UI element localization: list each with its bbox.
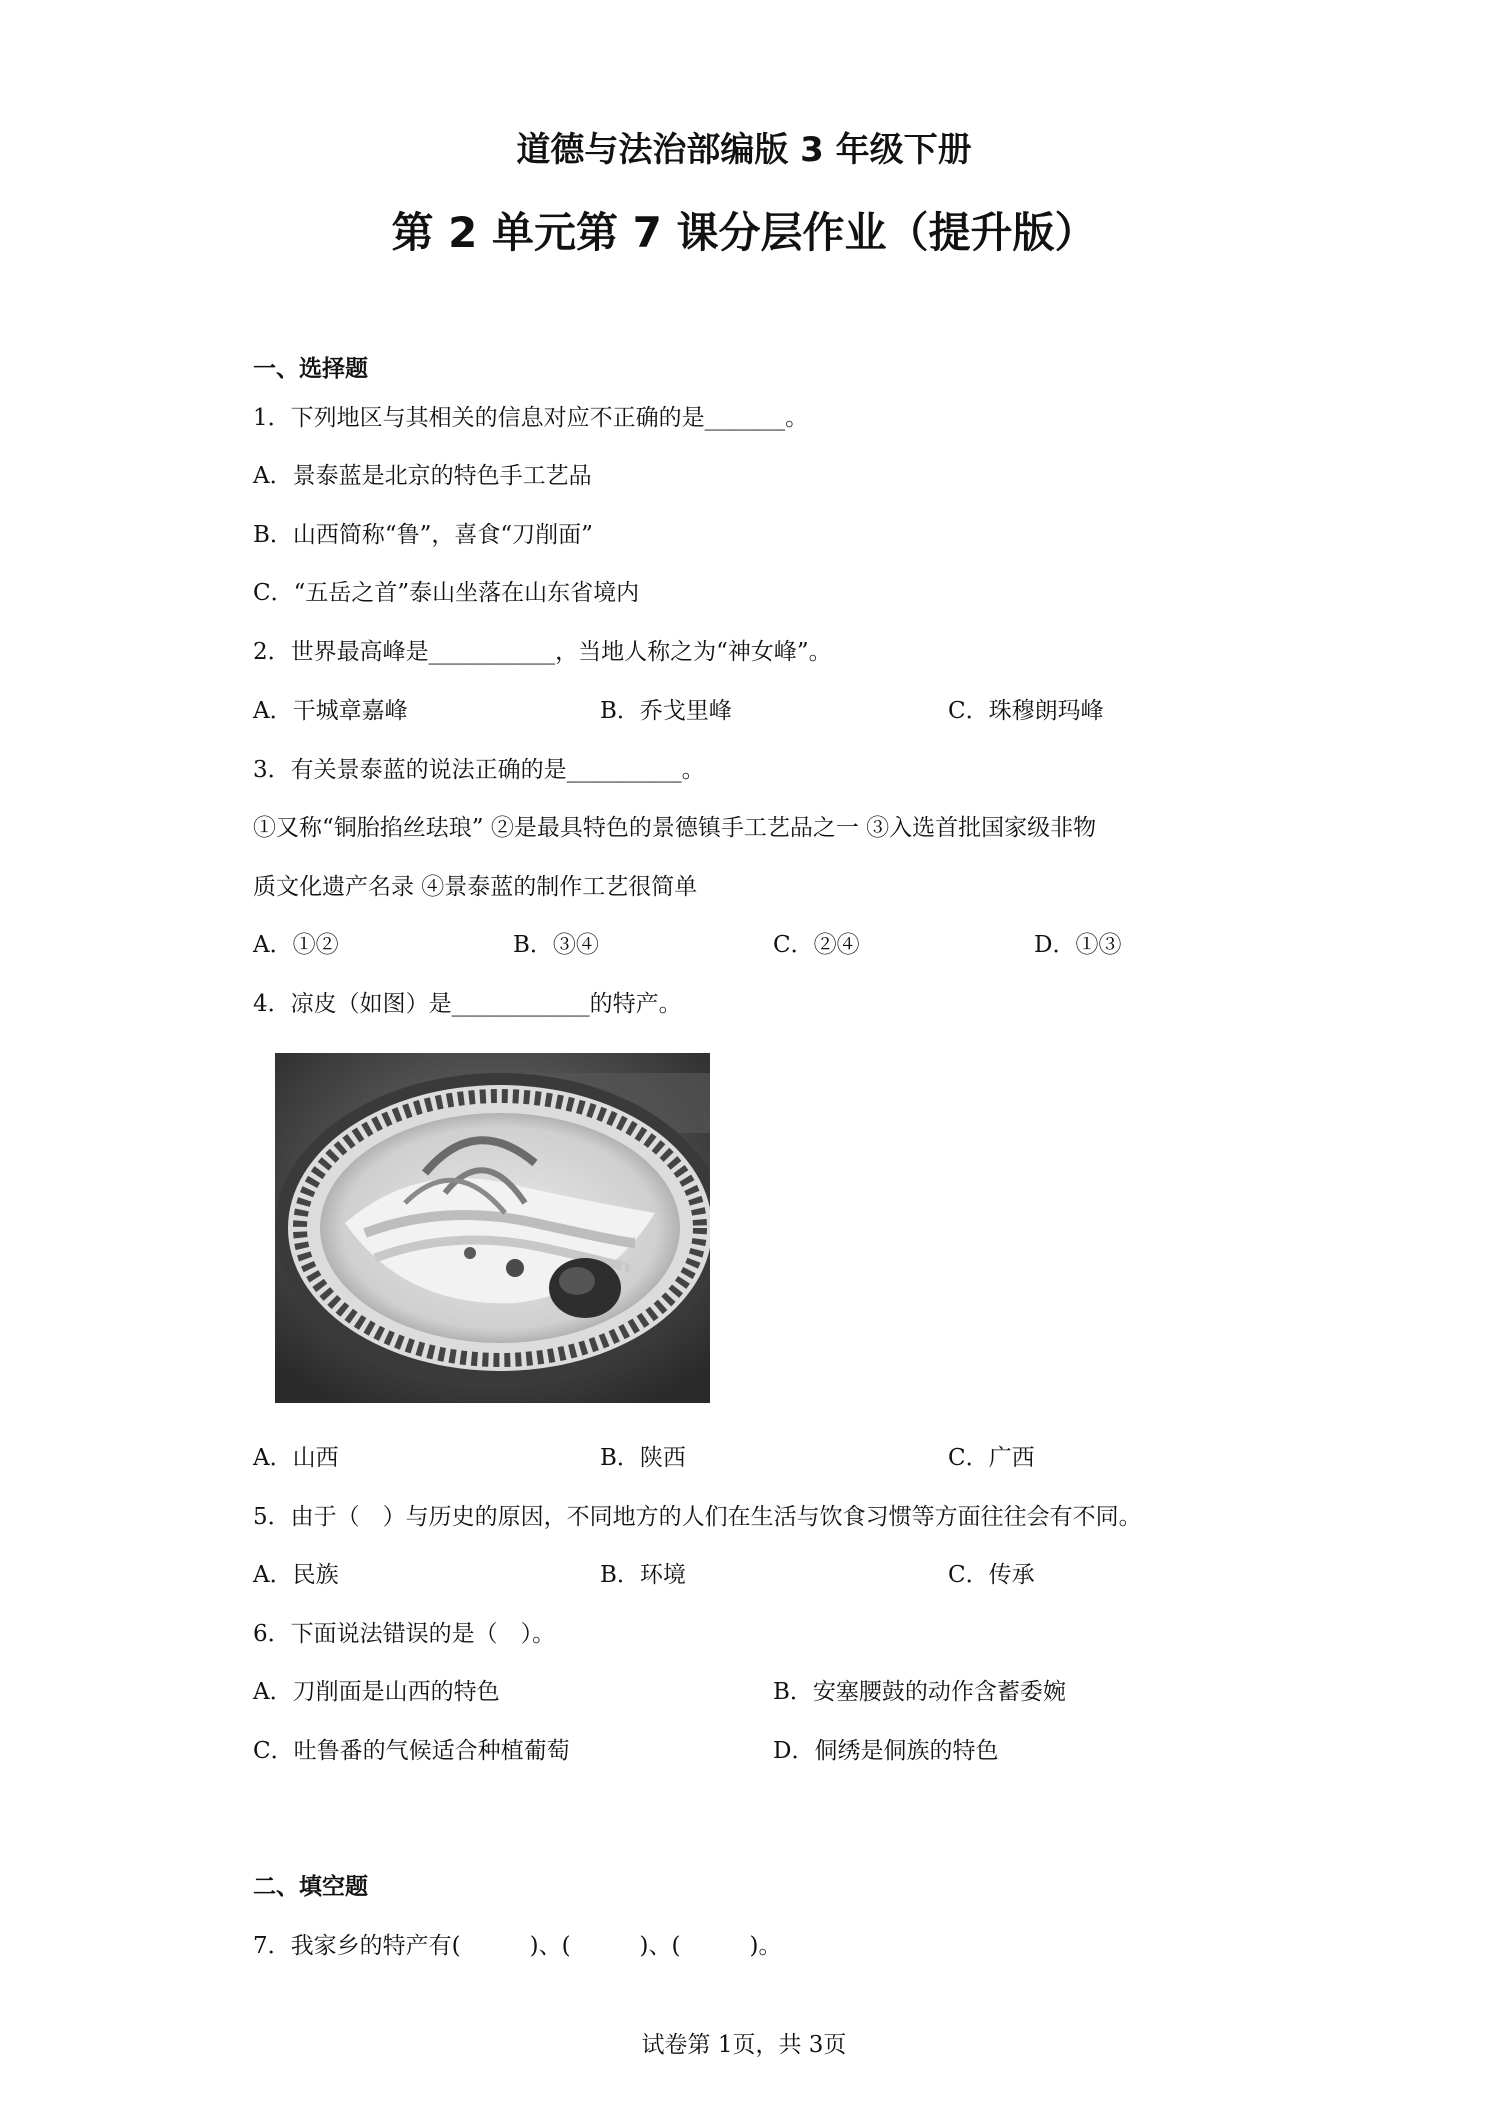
- q6-option-b: B．安塞腰鼓的动作含蓄委婉: [773, 1679, 1066, 1705]
- q3-stem: 3．有关景泰蓝的说法正确的是__________。: [253, 757, 705, 783]
- q2-option-b: B．乔戈里峰: [600, 698, 732, 724]
- page-subtitle: 第 2 单元第 7 课分层作业（提升版）: [391, 208, 1097, 257]
- page-footer: 试卷第 1页，共 3页: [641, 2032, 847, 2058]
- q3-option-c: C．②④: [773, 932, 860, 958]
- q4-option-c: C．广西: [948, 1445, 1035, 1471]
- q5-option-b: B．环境: [600, 1562, 686, 1588]
- q2-option-c: C．珠穆朗玛峰: [948, 698, 1104, 724]
- q5-stem: 5．由于（ ）与历史的原因，不同地方的人们在生活与饮食习惯等方面往往会有不同。: [253, 1504, 1142, 1530]
- q1-option-a: A．景泰蓝是北京的特色手工艺品: [253, 463, 592, 489]
- q6-option-a: A．刀削面是山西的特色: [253, 1679, 500, 1705]
- q5-option-a: A．民族: [253, 1562, 339, 1588]
- liangpi-photo: [275, 1053, 710, 1403]
- q2-stem: 2．世界最高峰是___________，当地人称之为“神女峰”。: [253, 639, 832, 665]
- q1-option-b: B．山西简称“鲁”，喜食“刀削面”: [253, 522, 593, 548]
- q3-statements-line2: 质文化遗产名录 ④景泰蓝的制作工艺很简单: [253, 874, 698, 900]
- q6-stem: 6．下面说法错误的是（ ）。: [253, 1621, 556, 1647]
- q1-option-c: C．“五岳之首”泰山坐落在山东省境内: [253, 580, 640, 606]
- q3-option-a: A．①②: [253, 932, 339, 958]
- q3-option-b: B．③④: [513, 932, 599, 958]
- q2-option-a: A．干城章嘉峰: [253, 698, 408, 724]
- q3-option-d: D．①③: [1034, 932, 1122, 958]
- q6-option-d: D．侗绣是侗族的特色: [773, 1738, 999, 1764]
- q1-stem: 1．下列地区与其相关的信息对应不正确的是_______。: [253, 405, 809, 431]
- section-choice-title: 一、选择题: [253, 356, 368, 382]
- q7-stem: 7．我家乡的特产有( )、( )、( )。: [253, 1933, 782, 1959]
- page-title: 道德与法治部编版 3 年级下册: [516, 130, 972, 170]
- q3-statements-line1: ①又称“铜胎掐丝珐琅” ②是最具特色的景德镇手工艺品之一 ③入选首批国家级非物: [253, 815, 1097, 841]
- q5-option-c: C．传承: [948, 1562, 1035, 1588]
- q4-stem: 4．凉皮（如图）是____________的特产。: [253, 991, 682, 1017]
- q4-option-a: A．山西: [253, 1445, 339, 1471]
- q4-option-b: B．陕西: [600, 1445, 686, 1471]
- q6-option-c: C．吐鲁番的气候适合种植葡萄: [253, 1738, 570, 1764]
- section-fill-title: 二、填空题: [253, 1874, 368, 1900]
